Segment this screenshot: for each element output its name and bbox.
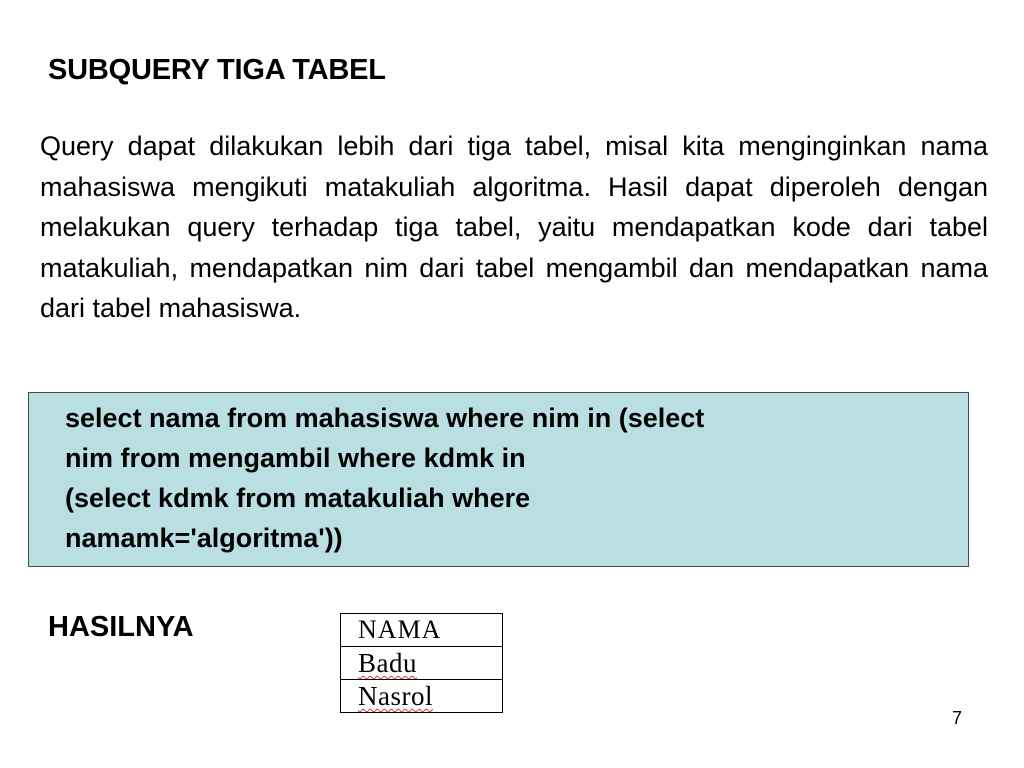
result-table-row	[341, 647, 502, 680]
result-table-row	[341, 680, 502, 712]
result-table-header: NAMA	[341, 614, 502, 647]
body-paragraph: Query dapat dilakukan lebih dari tiga tabel, misal kita menginginkan nama mahasiswa mengikuti matakuliah algoritma. Hasil dapat diperoleh dengan melakukan query terhadap tiga tabel, yaitu mendapatkan kode dari tabel matakuliah, mendapatkan nim dari tabel mengambil dan mendapatkan nama dari tabel mahasiswa.	[40, 131, 988, 323]
sql-code-line: (select kdmk from matakuliah where	[65, 483, 531, 513]
sql-code-box	[28, 392, 969, 567]
result-table-cell: Nasrol	[358, 681, 433, 711]
sql-code-line: nim from mengambil where kdmk in	[65, 443, 526, 473]
result-table	[340, 613, 503, 713]
page-number: 7	[952, 708, 963, 728]
sql-code-line: select nama from mahasiswa where nim in (select	[65, 403, 705, 433]
slide-title: SUBQUERY TIGA TABEL	[48, 54, 386, 86]
result-label: HASILNYA	[48, 611, 194, 643]
result-table-cell: Badu	[358, 648, 417, 678]
sql-code-line: namamk='algoritma'))	[65, 523, 343, 553]
